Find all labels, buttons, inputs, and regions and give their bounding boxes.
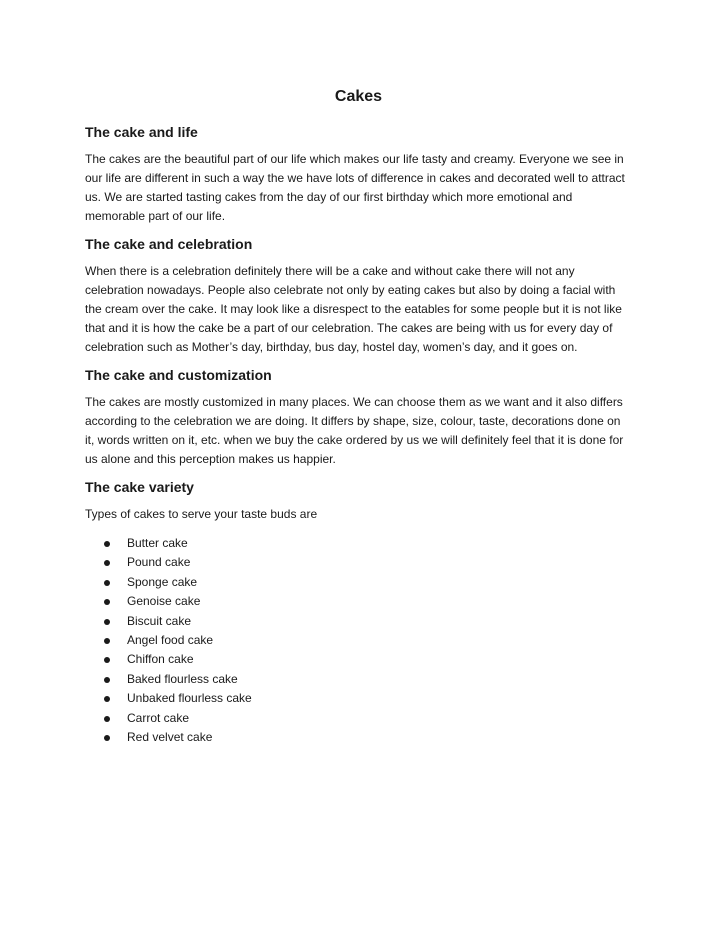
- list-item-label: Baked flourless cake: [127, 671, 238, 686]
- section-paragraph: The cakes are mostly customized in many places. We can choose them as we want and it also differs according to the celebration we are doing. It differs by shape, size, colour, taste, decorations done on it, words written on it, etc. when we buy the cake ordered by us we will definitely feel that it is done for us alone and this perception makes us happier.: [85, 395, 624, 466]
- section-heading: The cake and celebration: [85, 236, 253, 252]
- list-item: [104, 553, 632, 572]
- list-item: [104, 573, 632, 592]
- list-item: [104, 709, 632, 728]
- list-item-label: Red velvet cake: [127, 730, 213, 745]
- list-item: [104, 612, 632, 631]
- bullet-icon: [104, 619, 110, 625]
- document-title: Cakes: [334, 88, 383, 105]
- list-item: [104, 592, 632, 611]
- bullet-icon: [104, 541, 110, 547]
- bullet-icon: [104, 560, 110, 566]
- list-item-label: Unbaked flourless cake: [127, 691, 252, 706]
- section-paragraph: When there is a celebration definitely there will be a cake and without cake there will not any celebration nowadays. People also celebrate not only by eating cakes but also by doing a facial with the cream over the cake. It may look like a disrespect to the eatables for some people but it is not like that and it is how the cake be a part of our celebration. The cakes are being with us for every day of celebration such as Mother’s day, birthday, bus day, hostel day, women’s day, and it goes on.: [85, 264, 622, 354]
- list-item: [104, 670, 632, 689]
- cake-types-list: [85, 534, 632, 747]
- list-item-label: Chiffon cake: [127, 652, 194, 667]
- list-item-label: Pound cake: [127, 555, 191, 570]
- list-item-label: Sponge cake: [127, 574, 198, 589]
- list-item-label: Angel food cake: [127, 633, 214, 648]
- bullet-icon: [104, 599, 110, 605]
- section-heading: The cake and life: [85, 124, 198, 140]
- section-heading: The cake variety: [85, 479, 194, 495]
- section-heading: The cake and customization: [85, 367, 272, 383]
- bullet-icon: [104, 735, 110, 741]
- bullet-icon: [104, 716, 110, 722]
- section-cake-and-customization: [85, 365, 632, 469]
- section-cake-variety: [85, 477, 632, 747]
- list-item-label: Genoise cake: [127, 594, 201, 609]
- section-cake-and-celebration: [85, 234, 632, 357]
- list-item: [104, 728, 632, 747]
- bullet-icon: [104, 677, 110, 683]
- section-cake-and-life: [85, 122, 632, 226]
- list-item-label: Carrot cake: [127, 710, 190, 725]
- list-item-label: Biscuit cake: [127, 613, 192, 628]
- section-paragraph: Types of cakes to serve your taste buds are: [85, 507, 318, 521]
- bullet-icon: [104, 638, 110, 644]
- list-item: [104, 650, 632, 669]
- section-paragraph: The cakes are the beautiful part of our life which makes our life tasty and creamy. Everyone we see in our life are different in such a way the we have lots of difference in cakes and decorated well to attract us. We are started tasting cakes from the day of our first birthday which more emotional and memorable part of our life.: [85, 152, 625, 223]
- bullet-icon: [104, 580, 110, 586]
- bullet-icon: [104, 696, 110, 702]
- list-item: [104, 689, 632, 708]
- list-item-label: Butter cake: [127, 536, 188, 550]
- bullet-icon: [104, 657, 110, 663]
- list-item: [104, 631, 632, 650]
- list-item: [104, 534, 632, 553]
